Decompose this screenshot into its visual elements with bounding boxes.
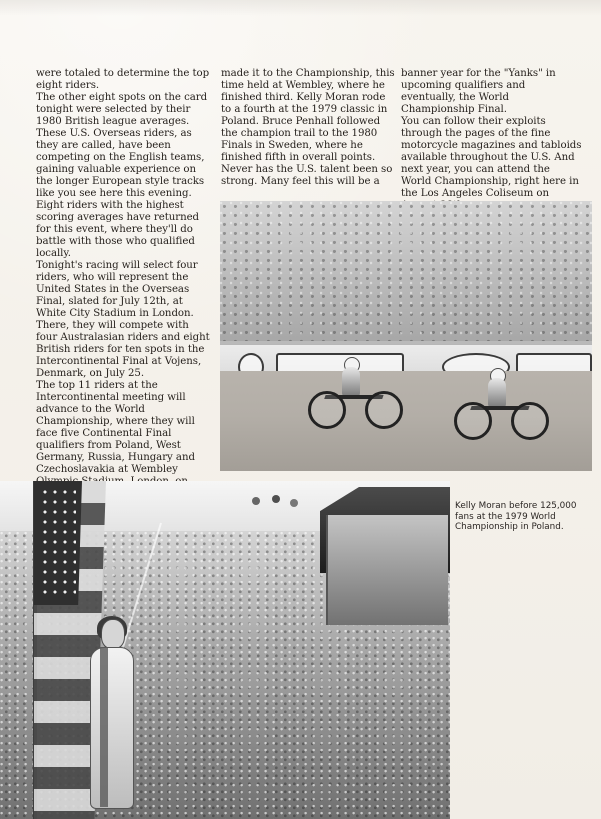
stadium-crowd-photo xyxy=(0,481,450,819)
photo-caption: Kelly Moran before 125,000 fans at the 1979 World Championship in Poland. xyxy=(455,501,577,532)
rider-right-front-wheel xyxy=(511,402,549,440)
article-column-right xyxy=(401,68,582,212)
speedway-race-photo xyxy=(220,201,592,471)
rider-portrait xyxy=(82,619,140,819)
rider-right xyxy=(454,368,549,440)
rider-left xyxy=(308,357,403,429)
top-shadow xyxy=(0,0,601,16)
rider-suit-stripe xyxy=(100,647,108,807)
scoreboard-light-icon xyxy=(272,495,280,503)
article-column-middle xyxy=(221,68,398,188)
rider-right-body xyxy=(488,378,506,408)
column2-paragraph-1: made it to the Championship, this time held at Wembley, where he finished third. Kelly Moran rode to a fourth at the 1979 classic in Poland. Bruce Penhall followed the champion trail to the 1980 Finals in Sweden, where he finished fifth in overall points. xyxy=(221,68,395,163)
column1-paragraph-2: The other eight spots on the card tonight were selected by their 1980 British league averages. These U.S. Overseas riders, as they are called, have been competing on the English teams, gaining valuable experience on the longer European style tracks like you see here this evening. Eight riders with the highest scoring averages have returned for this event, where they'll do battle with those who qualified locally. xyxy=(36,92,208,259)
scoreboard-light-icon xyxy=(290,499,298,507)
speedway-crowd xyxy=(220,201,592,341)
scoreboard-light-icon xyxy=(252,497,260,505)
rider-left-front-wheel xyxy=(365,391,403,429)
rider-face xyxy=(101,619,125,649)
column1-paragraph-3: Tonight's racing will select four riders, who will represent the United States in the Overseas Final, slated for July 12th, at White City Stadium in London. There, they will compete with four Australasian riders and eight British riders for ten spots in the Intercontinental Final at Vojens, Denmark, on July 25. xyxy=(36,260,210,379)
stadium-building xyxy=(326,515,448,625)
rider-suit xyxy=(90,647,134,809)
flag-stars xyxy=(34,481,82,605)
column1-paragraph-4: The top 11 riders at the Intercontinental meeting will advance to the World Championship, where they will face five Continental Final qualifiers from Poland, West Germany, Russia, Hungary and Czechoslavakia at Wembley xyxy=(36,380,195,475)
column1-paragraph-1: were totaled to determine the top eight riders. xyxy=(36,68,210,91)
rider-right-back-wheel xyxy=(454,402,492,440)
column3-paragraph-1: banner year for the "Yanks" in upcoming qualifiers and eventually, the World Championship Final. xyxy=(401,68,556,115)
rider-left-body xyxy=(342,367,360,397)
rider-left-back-wheel xyxy=(308,391,346,429)
column2-paragraph-2: Never has the U.S. talent been so strong. Many feel this will be a xyxy=(221,164,393,187)
article-column-left xyxy=(36,68,212,548)
column3-paragraph-2: You can follow their exploits through the pages of the fine motorcycle magazines and tabloids available throughout the U.S. And next year, you can attend the World Championship, right here in the Los Angeles Coliseum on xyxy=(401,116,582,199)
